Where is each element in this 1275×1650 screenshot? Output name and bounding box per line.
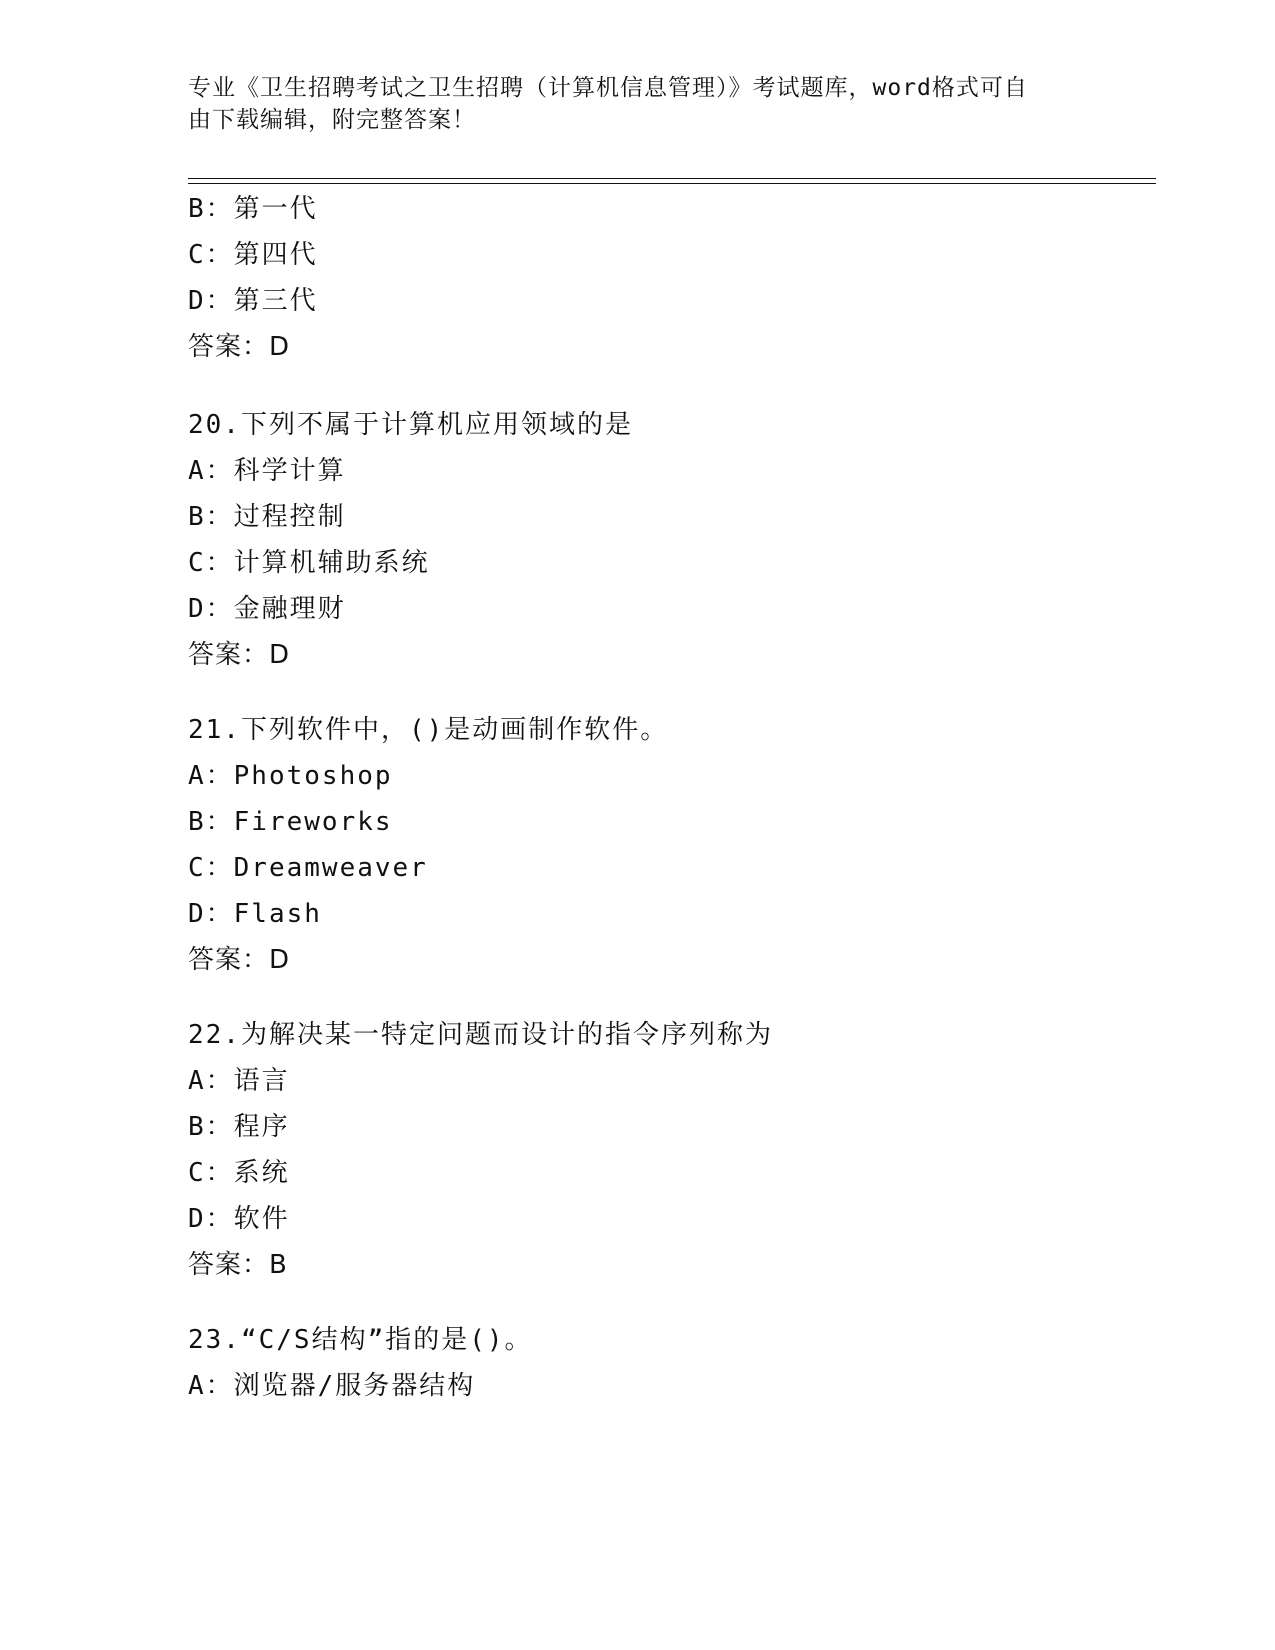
question-block-21 [188, 707, 1148, 983]
option-a: A：浏览器/服务器结构 [188, 1371, 476, 1401]
question-stem: 20.下列不属于计算机应用领域的是 [188, 410, 633, 440]
header-divider-top [188, 178, 1156, 179]
answer-line: 答案：D [188, 332, 291, 362]
option-b: B：程序 [188, 1112, 290, 1142]
document-header [188, 72, 1068, 136]
question-block-19 [188, 186, 1148, 370]
header-divider-bottom [188, 183, 1156, 184]
answer-line: 答案：B [188, 1250, 288, 1280]
option-c: C：系统 [188, 1158, 290, 1188]
option-d: D：第三代 [188, 286, 318, 316]
option-c: C：第四代 [188, 240, 318, 270]
question-block-23 [188, 1317, 1148, 1409]
header-line-1: 专业《卫生招聘考试之卫生招聘（计算机信息管理）》考试题库，word格式可自 [188, 75, 1028, 101]
question-stem: 21.下列软件中，()是动画制作软件。 [188, 715, 669, 745]
question-block-20 [188, 402, 1148, 678]
option-b: B：过程控制 [188, 502, 346, 532]
option-a: A：语言 [188, 1066, 290, 1096]
option-a: A：科学计算 [188, 456, 346, 486]
question-stem: 23.“C/S结构”指的是()。 [188, 1325, 533, 1355]
option-b: B：Fireworks [188, 807, 393, 837]
option-d: D：Flash [188, 899, 322, 929]
header-line-2: 由下载编辑，附完整答案！ [188, 107, 476, 133]
option-a: A：Photoshop [188, 761, 393, 791]
answer-line: 答案：D [188, 945, 291, 975]
question-block-22 [188, 1012, 1148, 1288]
option-c: C：Dreamweaver [188, 853, 428, 883]
option-d: D：软件 [188, 1204, 290, 1234]
answer-line: 答案：D [188, 640, 291, 670]
option-b: B：第一代 [188, 194, 318, 224]
option-d: D：金融理财 [188, 594, 346, 624]
option-c: C：计算机辅助系统 [188, 548, 430, 578]
question-stem: 22.为解决某一特定问题而设计的指令序列称为 [188, 1020, 773, 1050]
